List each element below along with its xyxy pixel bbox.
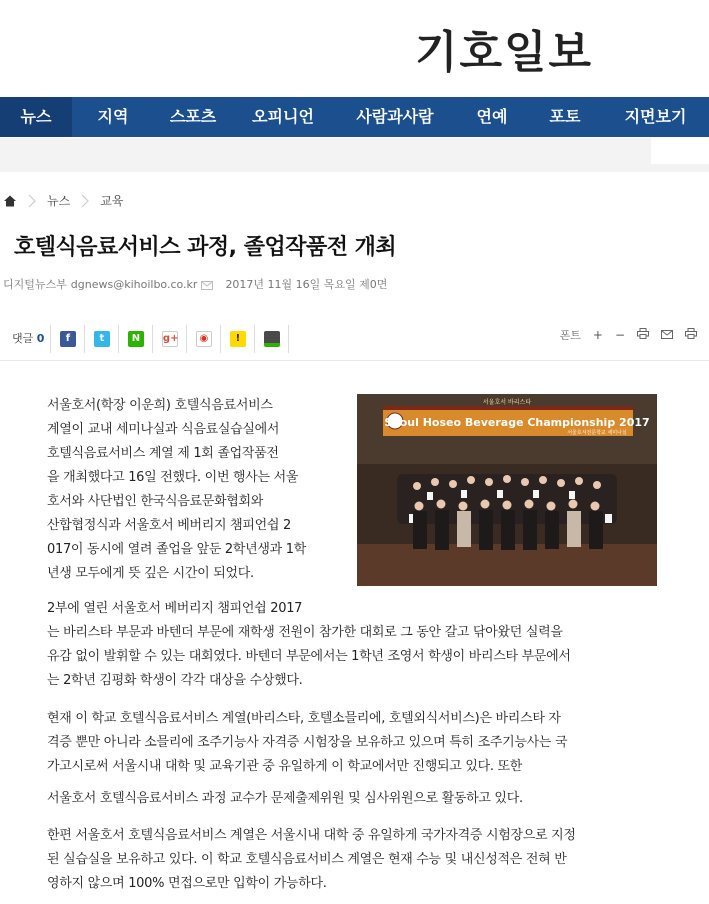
print-icon[interactable]: [637, 328, 649, 342]
font-decrease-button[interactable]: −: [614, 328, 625, 342]
banner-top-text: 서울호서 바리스타: [482, 399, 532, 406]
nav-item-region[interactable]: 지역: [97, 107, 129, 126]
chevron-right-icon: [80, 194, 90, 208]
twitter-share-button[interactable]: [85, 325, 119, 353]
author-email[interactable]: dgnews@kihoilbo.co.kr: [70, 277, 198, 291]
kakao-share-button[interactable]: [221, 325, 255, 353]
nav-item-sports[interactable]: 스포츠: [169, 107, 217, 126]
banner-sub-text: 서울호서전문학교 세미나실: [567, 430, 627, 436]
band-icon: [264, 331, 280, 347]
author-name: 디지털뉴스부: [3, 278, 67, 291]
chevron-right-icon: [27, 194, 37, 208]
breadcrumb-news[interactable]: 뉴스: [47, 194, 71, 208]
font-increase-button[interactable]: +: [592, 328, 603, 342]
pin-icon: ◉: [196, 331, 212, 347]
banner-text: Seoul Hoseo Beverage Championship 2017: [384, 416, 650, 429]
facebook-share-button[interactable]: [51, 325, 85, 353]
body-paragraph-1: 서울호서(학장 이운희) 호텔식음료서비스 계열이 교내 세미나실과 식음료실습실에서 호텔식음료서비스 계열 제 1회 졸업작품전 을 개최했다고 16일 전했다. 이번 행사는 서울 호서와 사단법인 한국식음료문화협회와 산합협정식과 서울호서 베버리지 챔피언쉽 2 017이 동시에 열려 졸업을 앞둔 2학년생과 1학 년생 모두에게 뜻 깊은 시간이 되었다.: [47, 398, 306, 581]
googleplus-icon: g+: [162, 331, 178, 347]
body-paragraph-5: 한편 서울호서 호텔식음료서비스 계열은 서울시내 대학 중 유일하게 국가자격증 시험장으로 지정 된 실습실을 보유하고 있다. 이 학교 호텔식음료서비스 계열은 현재 수능 및 내신성적은 전혀 반 영하지 않으며 100% 면접으로만 입학이 가능하다.: [47, 828, 576, 891]
article-byline: [3, 276, 387, 292]
twitter-icon: t: [94, 331, 110, 347]
nav-item-print-edition[interactable]: 지면보기: [624, 107, 687, 126]
naver-icon: N: [128, 331, 144, 347]
font-label: 폰트: [559, 329, 581, 342]
nav-item-opinion[interactable]: 오피니언: [252, 107, 314, 126]
sub-bar: [0, 138, 709, 172]
article-photo[interactable]: [357, 394, 657, 586]
breadcrumb: [3, 192, 123, 209]
site-logo[interactable]: 기호일보: [415, 27, 594, 78]
comment-label: 댓글: [12, 332, 34, 345]
main-nav: [0, 97, 709, 137]
email-share-icon[interactable]: [661, 328, 673, 342]
divider: [0, 360, 709, 361]
article-title: 호텔식음료서비스 과정, 졸업작품전 개최: [14, 235, 397, 260]
nav-item-people[interactable]: 사람과사람: [356, 107, 434, 126]
mail-icon[interactable]: [201, 280, 213, 289]
article-date: 2017년 11월 16일 목요일 제0면: [225, 278, 388, 291]
body-paragraph-3: 현재 이 학교 호텔식음료서비스 계열(바리스타, 호텔소믈리에, 호텔외식서비스)은 바리스타 자 격증 뿐만 아니라 소믈리에 조주기능사 자격증 시험장을 보유하고 있으며 특히 조주기능사는 국 가고시로써 서울시내 대학 및 교육기관 중 유일하게 이 학교에서만 진행되고 있다. 또한: [47, 711, 568, 774]
band-share-button[interactable]: [255, 325, 289, 353]
nav-item-entertainment[interactable]: 연예: [476, 107, 508, 126]
sub-bar-box: [651, 138, 709, 164]
kakao-icon: !: [230, 331, 246, 347]
pinterest-share-button[interactable]: [187, 325, 221, 353]
print-icon-2[interactable]: [685, 328, 697, 342]
nav-item-photo[interactable]: 포토: [549, 107, 581, 126]
article-tools: [560, 327, 697, 343]
body-paragraph-4: 서울호서 호텔식음료서비스 과정 교수가 문제출제위원 및 심사위원으로 활동하고 있다.: [47, 791, 523, 806]
home-icon[interactable]: [3, 194, 17, 208]
comment-button[interactable]: [2, 325, 51, 353]
naver-share-button[interactable]: [119, 325, 153, 353]
googleplus-share-button[interactable]: [153, 325, 187, 353]
body-paragraph-2: 2부에 열린 서울호서 베버리지 챔피언쉽 2017 는 바리스타 부문과 바텐더 부문에 재학생 전원이 참가한 대회로 그 동안 갈고 닦아왔던 실력을 유감 없이 발휘할 수 있는 대회였다. 바텐더 부문에서는 1학년 조영서 학생이 바리스타 부문에서 는 2학년 김평화 학생이 각각 대상을 수상했다.: [47, 601, 571, 688]
share-bar: [2, 325, 289, 353]
comment-count: 0: [36, 332, 45, 345]
breadcrumb-education[interactable]: 교육: [100, 194, 124, 208]
nav-item-news[interactable]: 뉴스: [0, 97, 72, 137]
facebook-icon: f: [60, 331, 76, 347]
